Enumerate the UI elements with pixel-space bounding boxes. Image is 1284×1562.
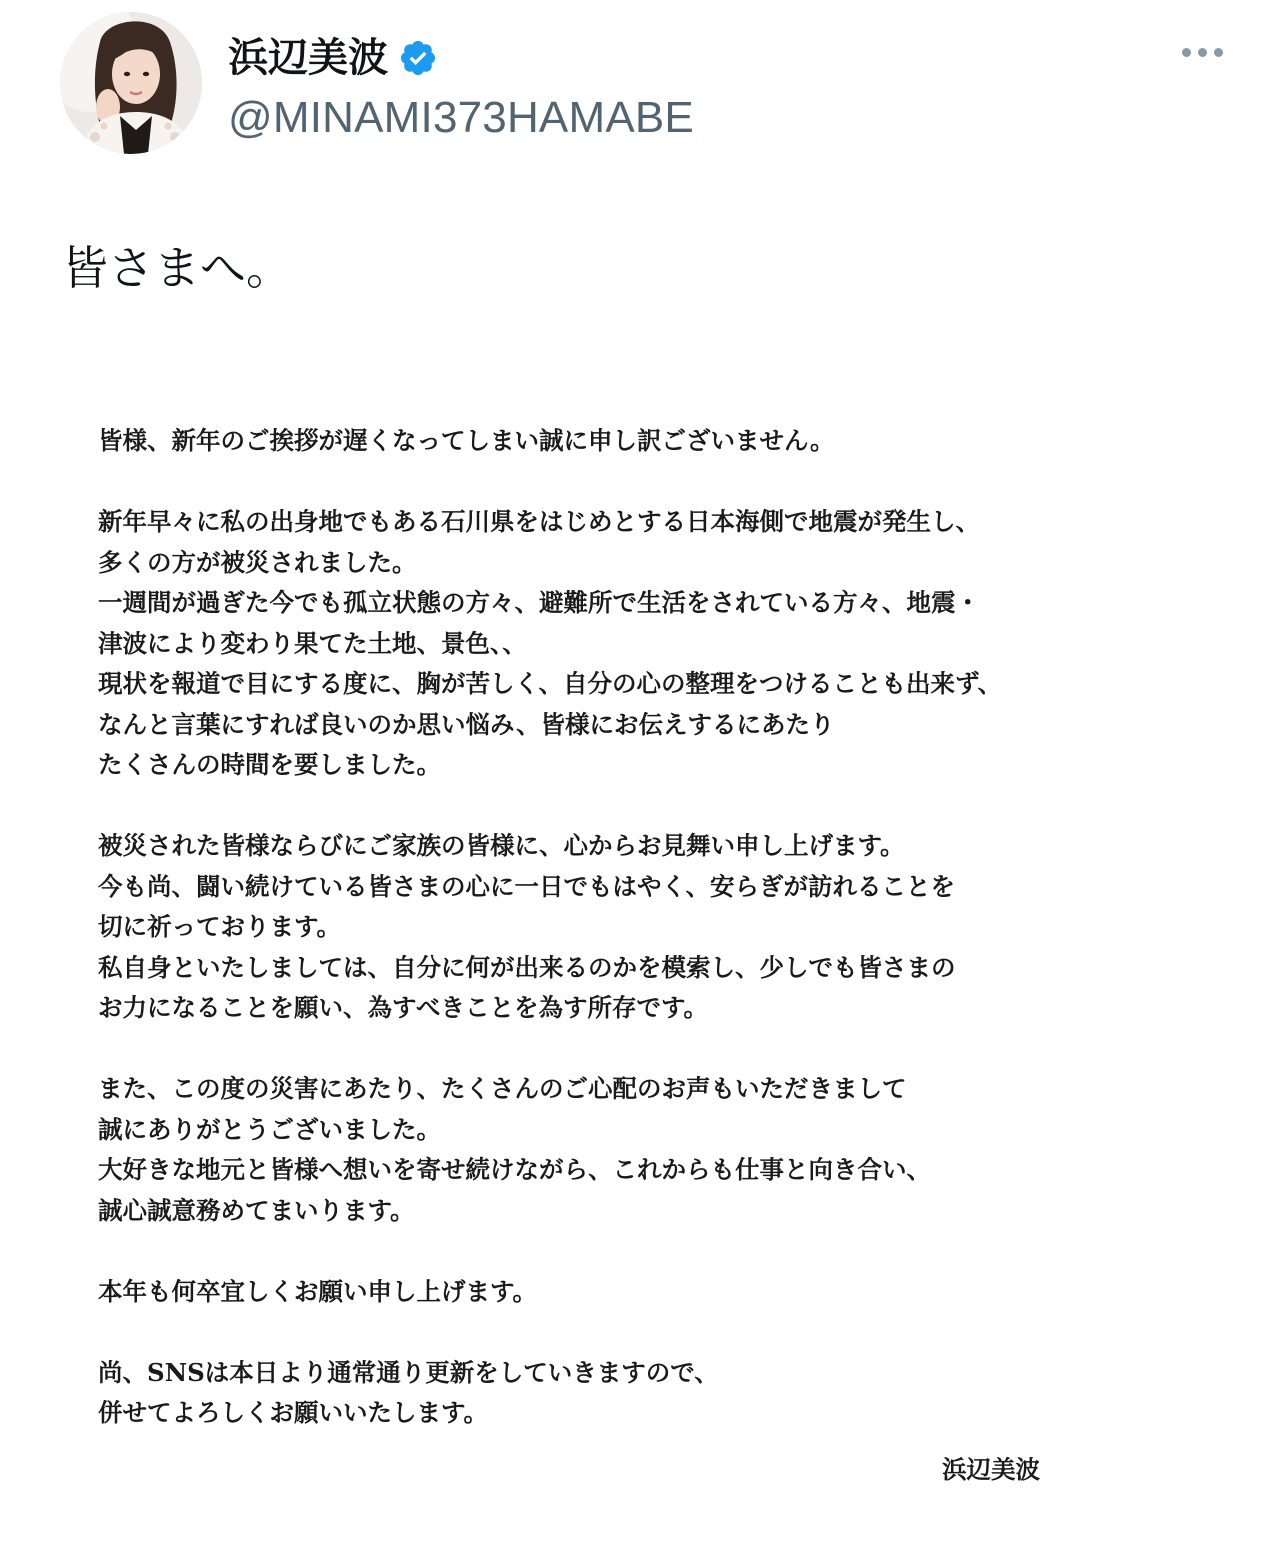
name-row	[228, 34, 438, 82]
handle[interactable]: @MINAMI373HAMABE	[228, 93, 694, 142]
letter-line: 多くの方が被災されました。	[98, 547, 417, 577]
letter-body	[98, 421, 1198, 1434]
more-options-icon	[1198, 48, 1207, 57]
letter-line: 私自身といたしましては、自分に何が出来るのかを模索し、少しでも皆さまの	[98, 952, 956, 982]
letter-line: 一週間が過ぎた今でも孤立状態の方々、避難所で生活をされている方々、地震・	[98, 588, 980, 617]
letter-line: また、この度の災害にあたり、たくさんのご心配のお声もいただきまして	[98, 1074, 907, 1103]
letter-line: 併せてよろしくお願いいたします。	[98, 1398, 489, 1427]
letter-line: 現状を報道で目にする度に、胸が苦しく、自分の心の整理をつけることも出来ず、	[98, 669, 1003, 698]
letter-line: 誠心誠意務めてまいります。	[98, 1195, 415, 1225]
letter-line: なんと言葉にすれば良いのか思い悩み、皆様にお伝えするにあたり	[98, 709, 835, 739]
avatar[interactable]	[60, 12, 202, 154]
letter-line: 切に祈っております。	[98, 912, 342, 941]
tweet-header	[60, 12, 1230, 157]
more-options-icon	[1182, 48, 1191, 57]
letter-line: 新年早々に私の出身地でもある石川県をはじめとする日本海側で地震が発生し、	[98, 507, 980, 536]
display-name[interactable]: 浜辺美波	[228, 35, 388, 81]
tweet-text: 皆さまへ。	[62, 241, 292, 295]
attached-letter-image[interactable]	[44, 395, 1240, 1520]
letter-line: お力になることを願い、為すべきことを為す所存です。	[98, 993, 709, 1022]
letter-line: 尚、SNSは本日より通常通り更新をしていきますので、	[98, 1357, 719, 1387]
letter-line: 皆様、新年のご挨拶が遅くなってしまい誠に申し訳ございません。	[98, 426, 835, 455]
letter-line: 被災された皆様ならびにご家族の皆様に、心からお見舞い申し上げます。	[98, 831, 905, 860]
letter-line: 今も尚、闘い続けている皆さまの心に一日でもはやく、安らぎが訪れることを	[98, 871, 956, 901]
letter-line: 津波により変わり果てた土地、景色、、	[98, 628, 527, 658]
avatar-photo	[60, 12, 202, 154]
more-options-icon	[1214, 48, 1223, 57]
more-options-button[interactable]	[1174, 40, 1230, 64]
letter-line: 大好きな地元と皆様へ想いを寄せ続けながら、これからも仕事と向き合い、	[98, 1155, 931, 1184]
letter-signature: 浜辺美波	[942, 1455, 1040, 1484]
letter-line: 誠にありがとうございました。	[98, 1114, 441, 1144]
verified-badge-icon	[398, 38, 438, 78]
letter-line: たくさんの時間を要しました。	[98, 750, 441, 779]
letter-line: 本年も何卒宜しくお願い申し上げます。	[98, 1276, 538, 1306]
